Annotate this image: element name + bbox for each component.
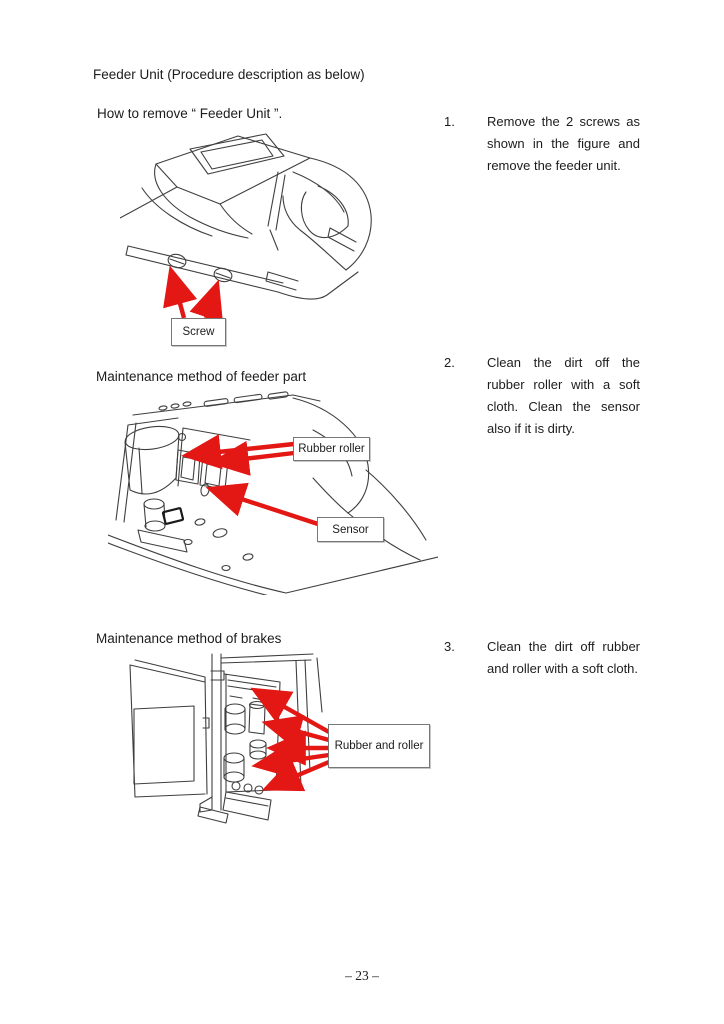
feeder-unit-removal-illustration — [120, 130, 390, 350]
callout-screw: Screw — [171, 318, 226, 346]
section-heading-brakes-maintenance: Maintenance method of brakes — [96, 631, 282, 646]
step-3-text: Clean the dirt off rubber and roller with a soft cloth. — [487, 639, 640, 676]
step-1-text: Remove the 2 screws as shown in the figure and remove the feeder unit. — [487, 114, 640, 173]
section-heading-feeder-part-maintenance: Maintenance method of feeder part — [96, 369, 307, 384]
figure-feeder-part-maintenance — [108, 390, 438, 595]
feeder-part-maintenance-illustration — [108, 390, 438, 595]
page-number: – 23 – — [345, 968, 379, 983]
callout-rubber-roller: Rubber roller — [293, 437, 370, 461]
callout-sensor: Sensor — [317, 517, 384, 542]
page-title: Feeder Unit (Procedure description as below) — [93, 67, 365, 82]
step-2-text: Clean the dirt off the rubber roller with a soft cloth. Clean the sensor also if it is dirty. — [487, 355, 640, 436]
step-1-number: 1. — [444, 114, 455, 129]
step-3-number: 3. — [444, 639, 455, 654]
figure-feeder-unit-removal — [120, 130, 390, 350]
callout-rubber-and-roller: Rubber and roller — [328, 724, 430, 768]
step-2-number: 2. — [444, 355, 455, 370]
section-heading-remove-feeder-unit: How to remove “ Feeder Unit ”. — [97, 106, 283, 121]
